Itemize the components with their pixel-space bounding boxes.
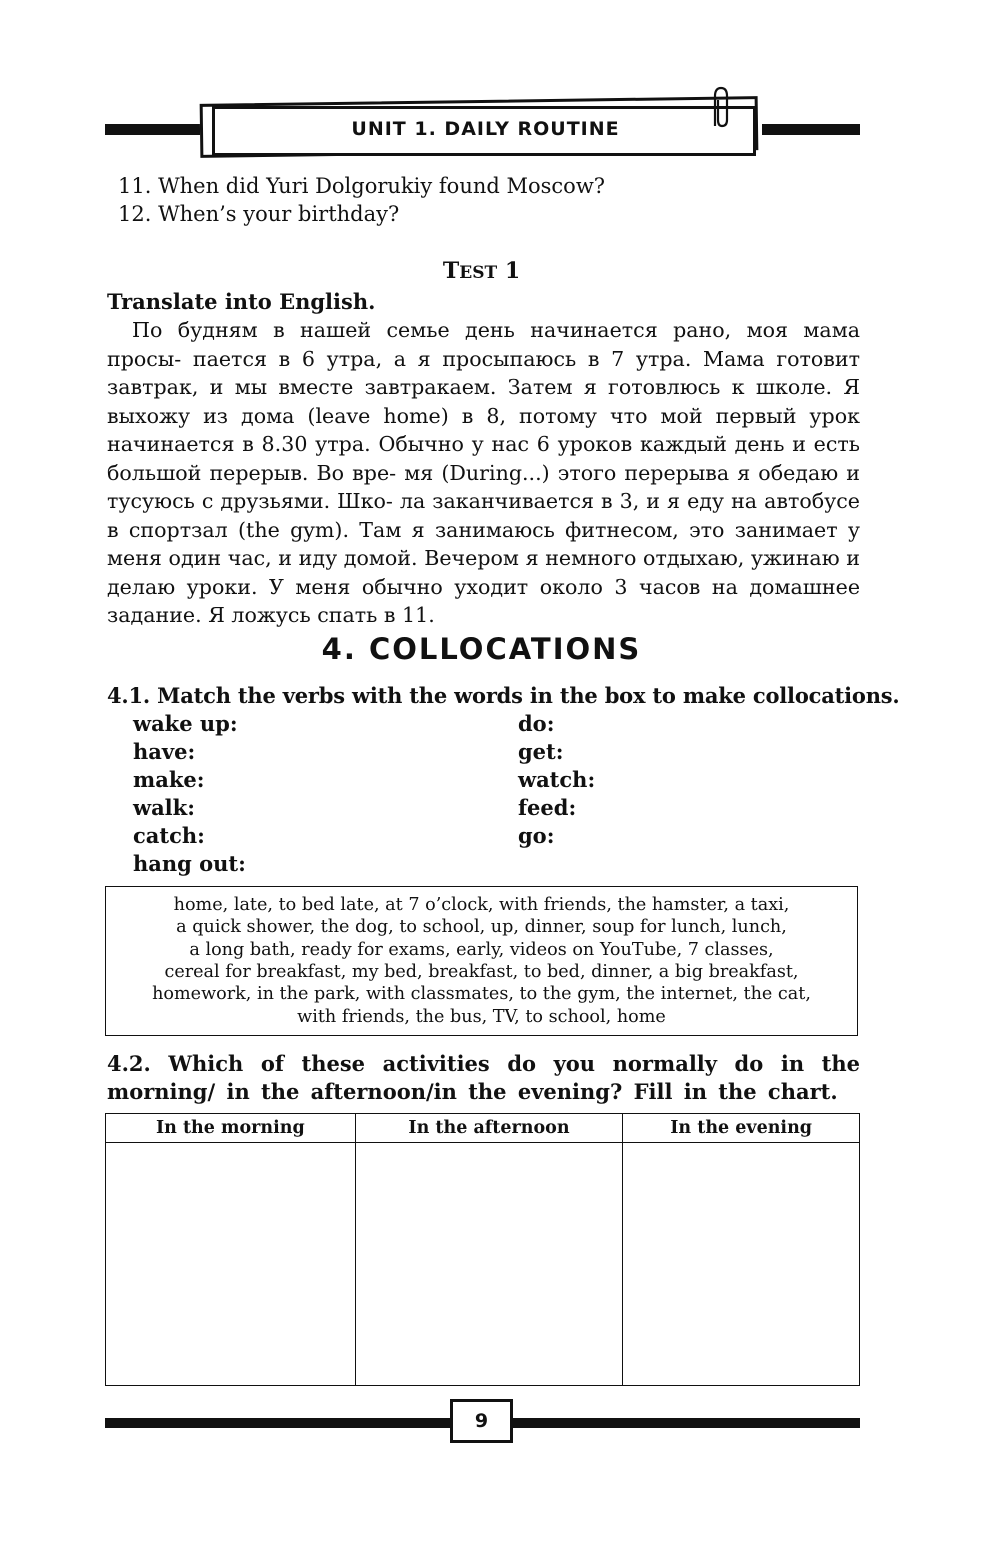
test-title-first: T xyxy=(442,258,460,284)
paragraph-line: Вечером я немного отдыхаю, ужинаю и делаю уроки. У меня обычно xyxy=(107,546,860,599)
activity-chart xyxy=(105,1113,860,1386)
page-number: 9 xyxy=(450,1399,513,1443)
verb-item: walk: xyxy=(133,795,195,820)
word-box-line: home, late, to bed late, at 7 o’clock, with friends, the hamster, a taxi, xyxy=(173,894,790,915)
word-box xyxy=(105,886,858,1036)
section-title: 4. COLLOCATIONS xyxy=(321,632,642,666)
verb-item: go: xyxy=(518,823,555,848)
paragraph-line: мы вместе завтракаем. Затем я готовлюсь к школе. Я выхожу из дома xyxy=(107,375,860,428)
verb-item: get: xyxy=(518,739,564,764)
question-11: 11. When did Yuri Dolgorukiy found Moscow? xyxy=(118,174,606,198)
unit-title: UNIT 1. DAILY ROUTINE xyxy=(351,118,620,140)
chart-cell-evening[interactable] xyxy=(623,1143,860,1386)
verb-item: have: xyxy=(133,739,196,764)
footer-rule-left xyxy=(105,1418,452,1428)
header-rule-left xyxy=(105,124,205,135)
verb-item: catch: xyxy=(133,823,205,848)
word-box-line: a quick shower, the dog, to school, up, dinner, soup for lunch, lunch, xyxy=(176,917,787,938)
verb-item: do: xyxy=(518,711,555,736)
verb-item: make: xyxy=(133,767,205,792)
paragraph-line: уходит около 3 часов на домашнее задание. Я ложусь спать в 11. xyxy=(107,574,861,627)
word-box-line: a long bath, ready for exams, early, videos on YouTube, 7 classes, xyxy=(189,939,774,960)
task-4-1-heading: 4.1. Match the verbs with the words in the box to make collocations. xyxy=(107,683,900,708)
paragraph-line: пается в 6 утра, а я просыпаюсь в 7 утра. Мама готовит завтрак, и xyxy=(107,346,861,399)
footer-rule-right xyxy=(511,1418,860,1428)
paragraph-line: мя (During...) этого перерыва я обедаю и тусуюсь с друзьями. Шко- xyxy=(107,460,861,513)
translation-paragraph xyxy=(107,316,860,630)
paragraph-line: (leave home) в 8, потому что мой первый урок начинается в 8.30 утра. xyxy=(107,403,860,456)
verb-item: hang out: xyxy=(133,851,246,876)
test-title xyxy=(0,258,963,284)
test-instruction: Translate into English. xyxy=(107,289,376,314)
header-rule-right xyxy=(762,124,860,135)
word-box-line: homework, in the park, with classmates, to the gym, the internet, the cat, xyxy=(152,984,811,1005)
chart-cell-morning[interactable] xyxy=(106,1143,356,1386)
verb-item: wake up: xyxy=(133,711,238,736)
test-title-number: 1 xyxy=(504,258,521,284)
paragraph-line: Обычно у нас 6 уроков каждый день и есть большой перерыв. Во вре- xyxy=(107,432,861,485)
question-12: 12. When’s your birthday? xyxy=(118,202,400,226)
verb-item: watch: xyxy=(518,767,596,792)
paragraph-line: я занимаюсь фитнесом, это занимает у меня один час, и иду домой. xyxy=(107,517,861,570)
column-header-evening: In the evening xyxy=(623,1114,860,1143)
column-header-morning: In the morning xyxy=(106,1114,356,1143)
verb-item: feed: xyxy=(518,795,577,820)
verbs-left-column xyxy=(133,710,246,878)
chart-cell-afternoon[interactable] xyxy=(355,1143,623,1386)
task-4-2-heading: 4.2. Which of these activities do you normally do in the morning/ in the afternoon/in the evening? Fill in the chart. xyxy=(107,1051,860,1104)
word-box-line: with friends, the bus, TV, to school, home xyxy=(297,1006,666,1027)
column-header-afternoon: In the afternoon xyxy=(355,1114,623,1143)
word-box-line: cereal for breakfast, my bed, breakfast, to bed, dinner, a big breakfast, xyxy=(164,962,799,982)
test-title-rest: EST xyxy=(459,263,498,283)
paragraph-line: По будням в нашей семье день начинается рано, моя мама просы- xyxy=(107,318,860,371)
verbs-right-column xyxy=(518,710,595,850)
paragraph-line: ла заканчивается в 3, и я еду на автобусе в спортзал (the gym). Там xyxy=(107,489,860,542)
